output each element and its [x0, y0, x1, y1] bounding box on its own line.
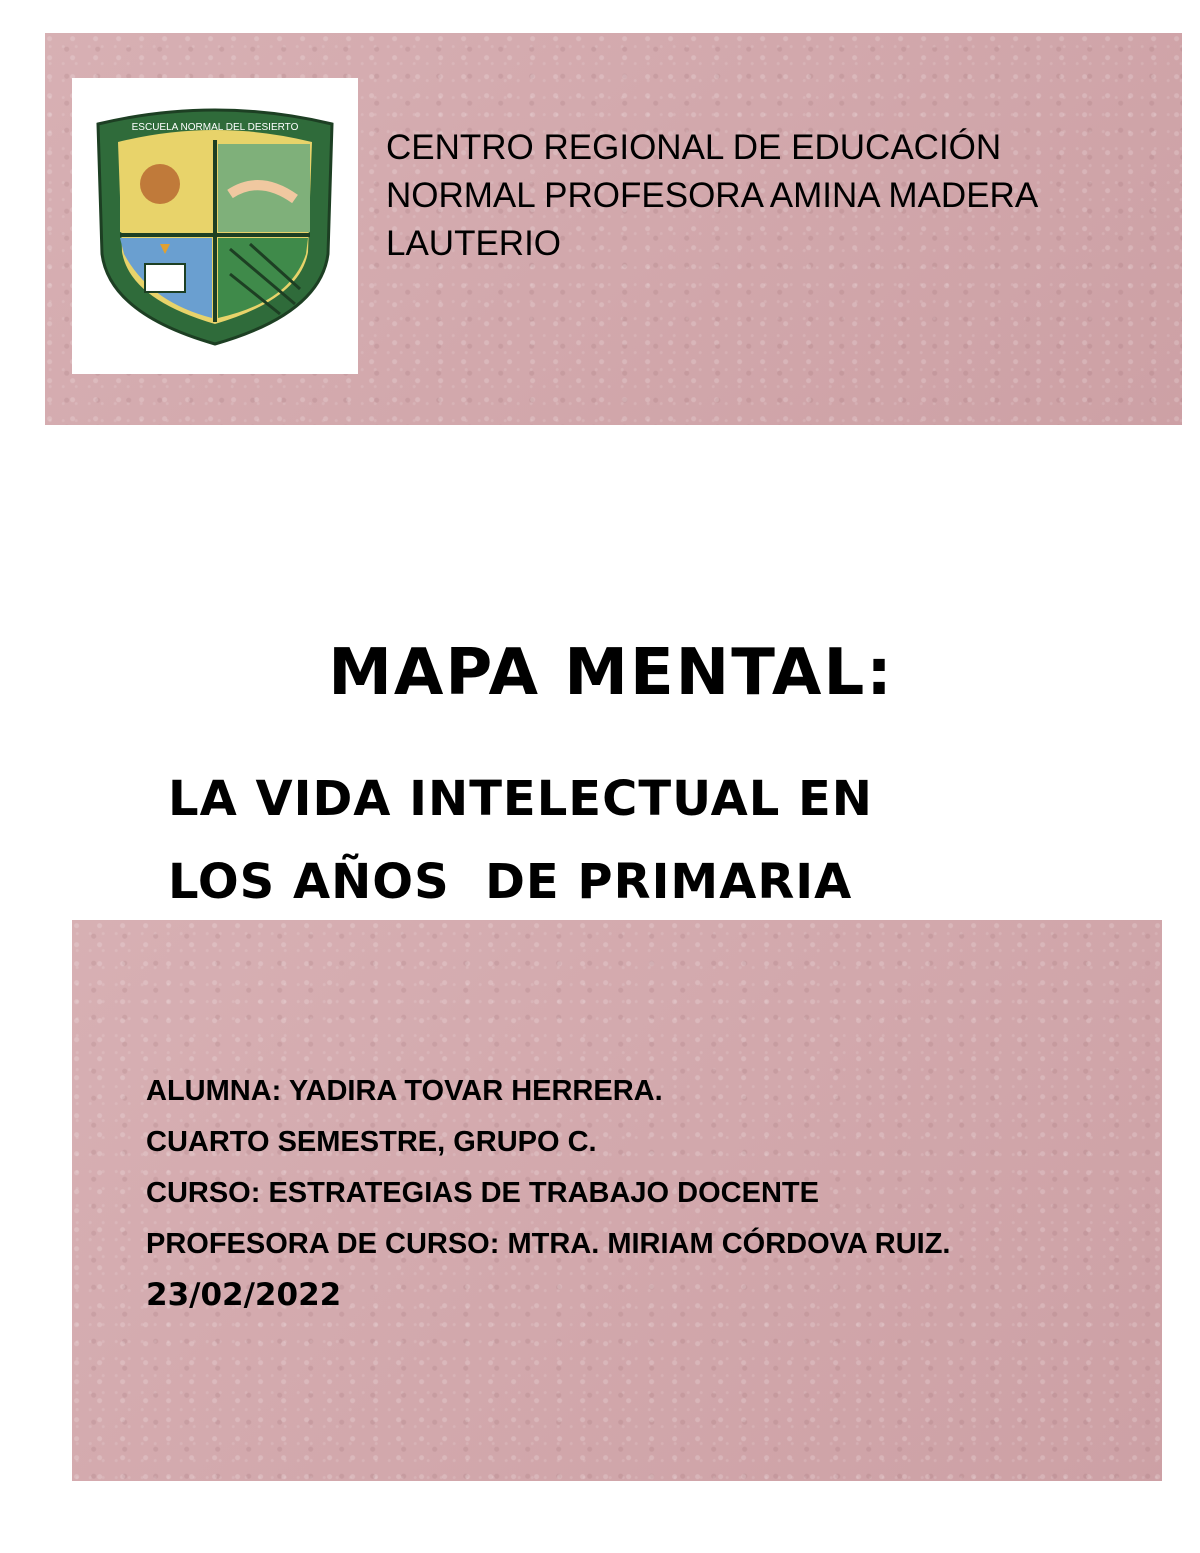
institution-name	[386, 124, 1166, 268]
document-title: MAPA MENTAL:	[328, 636, 894, 710]
teacher-name: PROFESORA DE CURSO: MTRA. MIRIAM CÓRDOVA RUIZ.	[146, 1228, 951, 1260]
institution-line: CENTRO REGIONAL DE EDUCACIÓN	[386, 128, 1002, 167]
document-subtitle	[168, 758, 1068, 924]
student-name: ALUMNA: YADIRA TOVAR HERRERA.	[146, 1075, 663, 1107]
student-details	[146, 1072, 1066, 1327]
school-crest-icon	[90, 104, 340, 349]
course-name: CURSO: ESTRATEGIAS DE TRABAJO DOCENTE	[146, 1177, 819, 1209]
semester-group: CUARTO SEMESTRE, GRUPO C.	[146, 1126, 597, 1158]
subtitle-line: LOS AÑOS DE PRIMARIA	[168, 854, 853, 910]
school-logo	[72, 78, 358, 374]
institution-line: LAUTERIO	[386, 224, 562, 263]
svg-text:ESCUELA NORMAL DEL DESIERTO: ESCUELA NORMAL DEL DESIERTO	[131, 122, 299, 133]
subtitle-line: LA VIDA INTELECTUAL EN	[168, 771, 873, 827]
document-date: 23/02/2022	[146, 1277, 342, 1313]
institution-line: NORMAL PROFESORA AMINA MADERA	[386, 176, 1039, 215]
